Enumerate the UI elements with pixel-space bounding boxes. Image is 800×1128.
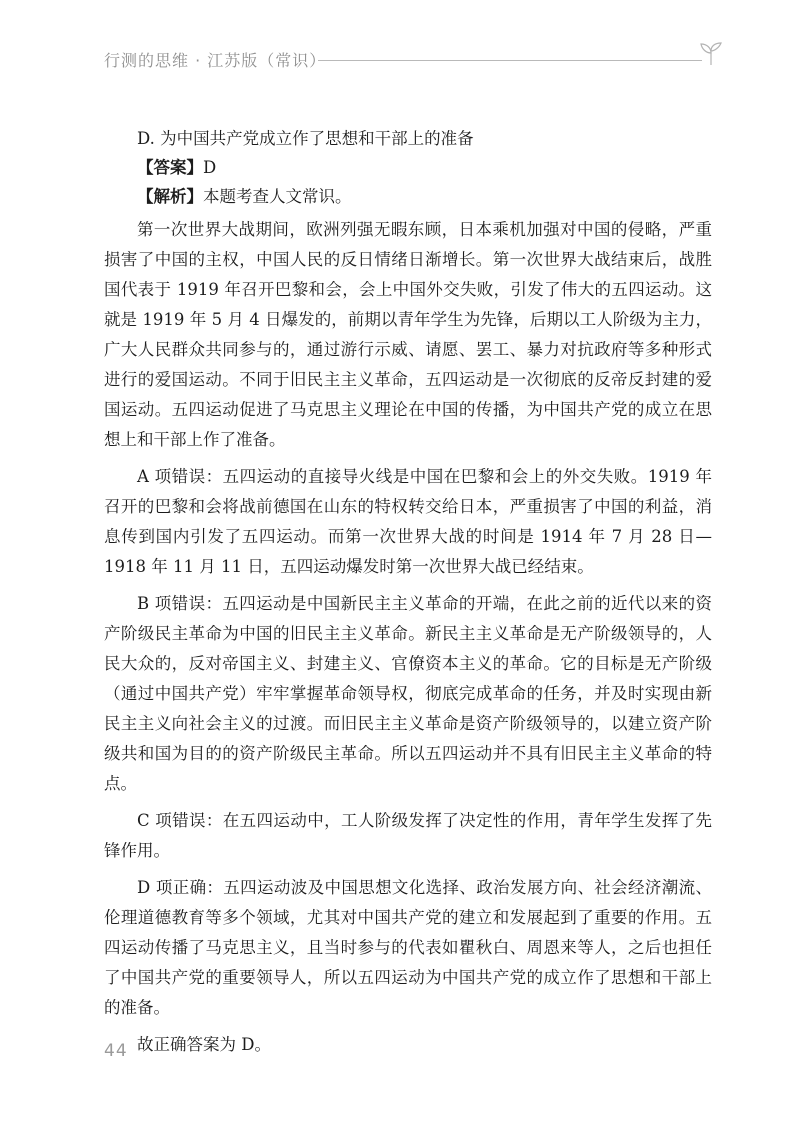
header-title: 行测的思维 · 江苏版（常识）: [104, 51, 327, 70]
paragraph-option-a: A 项错误：五四运动的直接导火线是中国在巴黎和会上的外交失败。1919 年召开的巴黎和会将战前德国在山东的特权转交给日本，严重损害了中国的利益，消息传到国内引发了五四运动。而第一次世界大战的时间是 1914 年 7 月 28 日—1918 年 11 月 11 日，五四运动爆发时第一次世界大战已经结束。: [104, 467, 712, 576]
paragraph-conclusion: 故正确答案为 D。: [137, 1035, 271, 1054]
paragraph-option-b: B 项错误：五四运动是中国新民主主义革命的开端，在此之前的近代以来的资产阶级民主革命为中国的旧民主主义革命。新民主主义革命是无产阶级领导的，人民大众的，反对帝国主义、封建主义、官僚资本主义的革命。它的目标是无产阶级（通过中国共产党）牢牢掌握革命领导权，彻底完成革命的任务，并及时实现由新民主主义向社会主义的过渡。而旧民主主义革命是资产阶级领导的，以建立资产阶级共和国为目的的资产阶级民主革命。所以五四运动并不具有旧民主主义革命的特点。: [104, 594, 712, 793]
analysis-line: [104, 182, 712, 211]
analysis-intro: 本题考查人文常识。: [203, 187, 352, 206]
page-content: [104, 124, 712, 1067]
paragraph-background: 第一次世界大战期间，欧洲列强无暇东顾，日本乘机加强对中国的侵略，严重损害了中国的主权，中国人民的反日情绪日渐增长。第一次世界大战结束后，战胜国代表于 1919 年召开巴黎和会，会上中国外交失败，引发了伟大的五四运动。这就是 1919 年 5 月 4 日爆发的，前期以青年学生为先锋，后期以工人阶级为主力，广大人民群众共同参与的，通过游行示威、请愿、罢工、暴力对抗政府等多种形式进行的爱国运动。不同于旧民主主义革命，五四运动是一次彻底的反帝反封建的爱国运动。五四运动促进了马克思主义理论在中国的传播，为中国共产党的成立在思想上和干部上作了准备。: [104, 220, 712, 449]
analysis-label: 【解析】: [137, 187, 203, 206]
page-number: 44: [104, 1041, 128, 1061]
header-rule: [318, 60, 702, 61]
option-d-line: D. 为中国共产党成立作了思想和干部上的准备: [137, 129, 474, 148]
answer-line: [104, 153, 712, 182]
sprout-icon: [698, 40, 724, 66]
paragraph-option-c: C 项错误：在五四运动中，工人阶级发挥了决定性的作用，青年学生发挥了先锋作用。: [104, 811, 712, 860]
answer-label: 【答案】: [137, 158, 203, 177]
answer-value: D: [203, 158, 217, 177]
running-header: [104, 46, 724, 76]
paragraph-option-d: D 项正确：五四运动波及中国思想文化选择、政治发展方向、社会经济潮流、伦理道德教育等多个领域，尤其对中国共产党的建立和发展起到了重要的作用。五四运动传播了马克思主义，且当时参与的代表如瞿秋白、周恩来等人，之后也担任了中国共产党的重要领导人，所以五四运动为中国共产党的成立作了思想和干部上的准备。: [104, 878, 712, 1017]
